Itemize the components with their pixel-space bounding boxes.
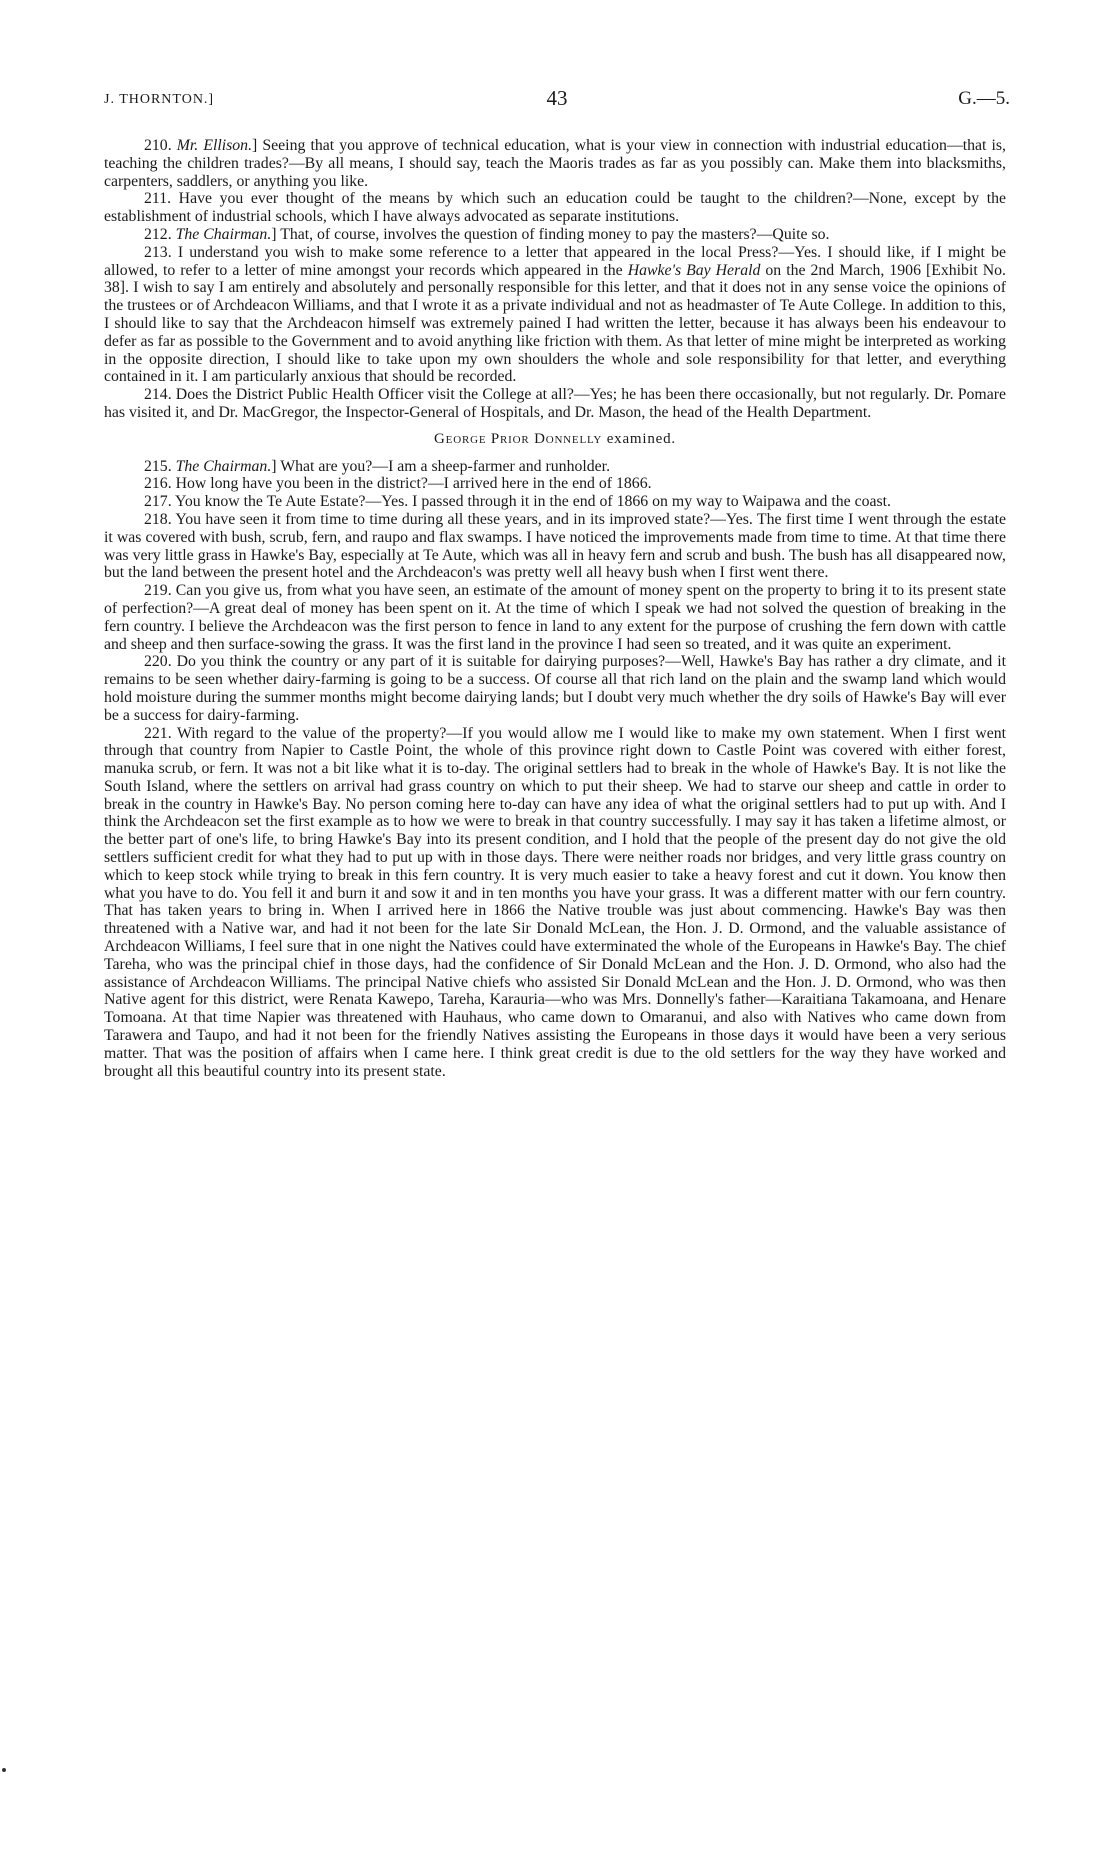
question-210 [104, 137, 1006, 190]
page-header [104, 86, 1010, 116]
question-text: ] That, of course, involves the question of finding money to pay the masters?—Quite so. [271, 225, 830, 243]
question-211: 211. Have you ever thought of the means by which such an education could be taught to the children?—None, except by the establishment of industrial schools, which I have always advocated as separate institutions. [104, 190, 1006, 226]
question-text: 213. I understand you wish to make some reference to a letter that appeared in the local Press?—Yes. I should like, if I might be allowed, to refer to a letter of mine amongst your records which appeared in the [104, 243, 1006, 279]
document-reference: G.—5. [958, 88, 1010, 109]
question-218: 218. You have seen it from time to time during all these years, and in its improved state?—Yes. The first time I went through the estate it was covered with bush, scrub, fern, and raupo and flax swamps. I have noticed the improvements made from time to time. At that time there was very little grass in Hawke's Bay, especially at Te Aute, which was all in heavy fern and scrub and bush. The bush has all disappeared now, but the land between the present hotel and the Archdeacon's was pretty well all heavy bush when I first went there. [104, 510, 1006, 582]
question-220: 220. Do you think the country or any part of it is suitable for dairying purposes?—Well, Hawke's Bay has rather a dry climate, and it remains to be seen whether dairy-farming is going to be a success. Of course all that rich land on the plain and the swamp land which would hold moisture during the summer months might become dairying lands; but I doubt very much whether the dry soils of Hawke's Bay will ever be a success for dairy-farming. [104, 653, 1006, 724]
margin-dot [2, 1768, 6, 1772]
speaker-name: The Chairman. [175, 225, 272, 243]
question-221: 221. With regard to the value of the property?—If you would allow me I would like to make my own statement. When I first went through that country from Napier to Castle Point, the whole of this province right down to Castle Point was covered with either forest, manuka scrub, or fern. It was not a bit like what it is to-day. The original settlers had to break in the whole of Hawke's Bay. It is not like the South Island, where the settlers on arrival had grass country on which to put their sheep. We had to starve our sheep and cattle in order to break in the country in Hawke's Bay. No person coming here to-day can have any idea of what the original settlers had to put up with. And I think the Archdeacon set the first example as to how we were to break in that country successfully. I may say it has taken a lifetime almost, or the better part of one's life, to bring Hawke's Bay into its present condition, and I hold that the people of the present day do not give the old settlers sufficient credit for what they had to put up with in those days. There were neither roads nor bridges, and very little grass country on which to keep stock while trying to break in this fern country. It is very much easier to take a heavy forest and cut it down. You know then what you have to do. You fell it and burn it and sow it and in ten months you have your grass. It was a different matter with our fern country. That has taken years to bring in. When I arrived here in 1866 the Native trouble was just about commencing. Hawke's Bay was then threatened with a Native war, and had it not been for the late Sir Donald McLean, the Hon. J. D. Ormond, and the valuable assistance of Archdeacon Williams, I feel sure that in one night the Natives could have exterminated the whole of the Europeans in Hawke's Bay. The chief Tareha, who was the principal chief in those days, had the confidence of Sir Donald McLean and the Hon. J. D. Ormond, who also had the assistance of Archdeacon Williams. The principal Native chiefs who assisted Sir Donald McLean and the Hon. J. D. Ormond, who was then Native agent for this district, were Renata Kawepo, Tareha, Karauria—who was Mrs. Donnelly's father—Karaitiana Takamoana, and Henare Tomoana. At that time Napier was threatened with Hauhaus, who came down to Omaranui, and also with Natives who came down from Tarawera and Taupo, and had it not been for the friendly Natives assisting the Europeans in those days it would have been a very serious matter. That was the position of affairs when I came here. I think great credit is due to the old settlers for the way they have worked and brought all this beautiful country into its present state. [104, 724, 1006, 1080]
newspaper-title: Hawke's Bay Herald [627, 261, 761, 279]
witness-name: George Prior Donnelly [434, 430, 603, 447]
page-number: 43 [546, 86, 568, 110]
question-216: 216. How long have you been in the district?—I arrived here in the end of 1866. [144, 475, 652, 493]
question-number: 212. [144, 225, 176, 243]
question-217: 217. You know the Te Aute Estate?—Yes. I passed through it in the end of 1866 on my way to Waipawa and the coast. [144, 493, 891, 511]
question-text: ] Seeing that you approve of technical education, what is your view in connection with industrial education—that is, teaching the children trades?—By all means, I should say, teach the Maoris trades as far as you possibly can. Make them into blacksmiths, carpenters, saddlers, or anything you like. [104, 137, 1007, 190]
question-219: 219. Can you give us, from what you have seen, an estimate of the amount of money spent on the property to bring it to its present state of perfection?—A great deal of money has been spent on it. At the time of which I speak we had not solved the question of breaking in the fern country. I believe the Archdeacon was the first person to fence in land to any extent for the purpose of crushing the fern down with cattle and sheep and then surface-sowing the grass. It was the first land in the province I had seen so treated, and it was quite an experiment. [104, 582, 1006, 653]
question-text-continued: on the 2nd March, 1906 [Exhibit No. 38]. I wish to say I am entirely and absolutely and personally responsible for this letter, and that it does not in any sense voice the opinions of the trustees or of Archdeacon Williams, and that I wrote it as a private individual and not as headmaster of Te Aute College. In addition to this, I should like to say that the Archdeacon himself was extremely pained I had written the letter, because it has always been his endeavour to defer as far as possible to the Government and to avoid anything like friction with them. As that letter of mine might be interpreted as working in the opposite direction, I should like to take upon my own shoulders the whole and sole responsibility for that letter, and everything contained in it. I am particularly anxious that should be recorded. [104, 261, 1006, 386]
speaker-name: Mr. Ellison. [176, 137, 253, 154]
question-215 [104, 458, 1006, 476]
question-text: ] What are you?—I am a sheep-farmer and runholder. [271, 457, 611, 475]
document-body [104, 137, 1006, 1080]
question-214: 214. Does the District Public Health Officer visit the College at all?—Yes; he has been there occasionally, but not regularly. Dr. Pomare has visited it, and Dr. MacGregor, the Inspector-General of Hospitals, and Dr. Mason, the head of the Health Department. [104, 386, 1006, 421]
question-number: 215. [144, 457, 176, 475]
witness-heading [104, 431, 1006, 449]
question-number: 210. [144, 137, 177, 154]
witness-heading-suffix: examined. [602, 430, 676, 447]
header-witness-name: J. THORNTON.] [104, 92, 215, 107]
speaker-name: The Chairman. [175, 457, 272, 475]
question-212 [104, 226, 1006, 244]
question-213 [104, 244, 1006, 386]
